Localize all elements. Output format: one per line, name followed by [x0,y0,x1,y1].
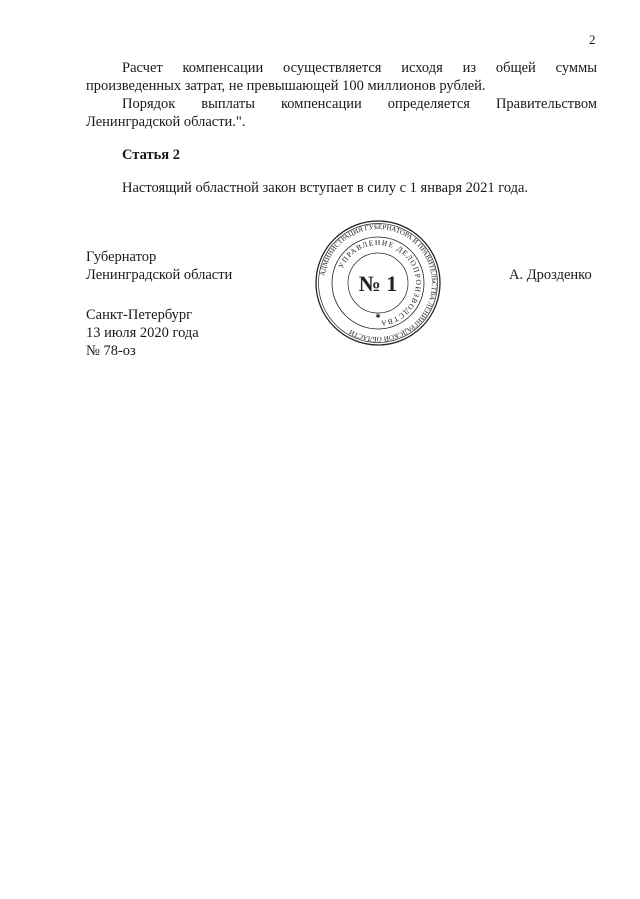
official-seal [315,220,441,346]
paragraph-calc-line-2: произведенных затрат, не превышающей 100 миллионов рублей. [86,78,486,94]
seal-star-icon: ✱ [375,314,381,320]
signatory-title-line-2: Ленинградской области [86,267,233,283]
place-of-signing: Санкт-Петербург [86,307,193,323]
paragraph-calc-line-1: Расчет компенсации осуществляется исходя из общей суммы [122,60,597,76]
page-number: 2 [589,32,596,47]
law-number: № 78-оз [86,343,136,359]
article-heading: Статья 2 [122,147,180,163]
paragraph-effective-date: Настоящий областной закон вступает в силу с 1 января 2021 года. [122,180,529,196]
seal-outer-text: АДМИНИСТРАЦИЯ ГУБЕРНАТОРА И ПРАВИТЕЛЬСТВА ЛЕНИНГРАДСКОЙ ОБЛАСТИ [318,222,439,344]
signatory-title-line-1: Губернатор [86,249,157,265]
signing-date: 13 июля 2020 года [86,325,199,341]
signatory-name: А. Дрозденко [509,267,592,283]
paragraph-order-line-2: Ленинградской области.". [86,114,246,130]
seal-inner-text: УПРАВЛЕНИЕ ДЕЛОПРОИЗВОДСТВА [336,237,424,329]
paragraph-order-line-1: Порядок выплаты компенсации определяется Правительством [122,96,597,112]
seal-center-number: № 1 [358,271,398,296]
